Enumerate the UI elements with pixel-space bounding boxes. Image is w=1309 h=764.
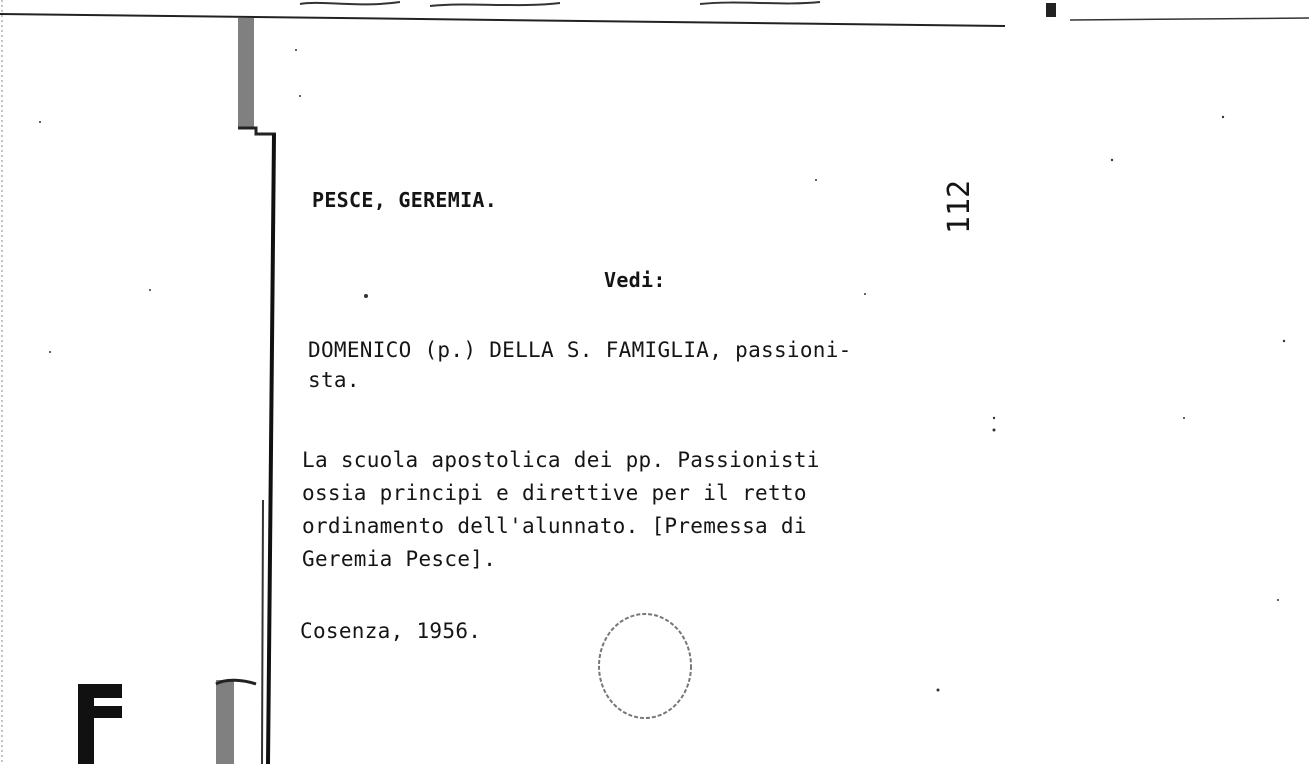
top-card-edge	[0, 14, 1005, 26]
card-heading: PESCE, GEREMIA.	[312, 188, 498, 212]
title-entry	[302, 444, 820, 576]
top-mark	[1046, 3, 1056, 17]
title-line: ordinamento dell'alunnato. [Premessa di	[302, 514, 807, 538]
top-card-edge-right	[1070, 18, 1309, 20]
call-number: 112	[942, 179, 977, 235]
top-tab-step	[238, 128, 276, 134]
title-line: Geremia Pesce].	[302, 547, 497, 571]
top-tab-texture	[238, 18, 254, 128]
author-entry	[308, 335, 852, 395]
card-left-edge-inner	[262, 500, 263, 764]
top-handwriting	[300, 2, 820, 6]
card-left-edge	[268, 134, 274, 764]
title-line: La scuola apostolica dei pp. Passionisti	[302, 448, 820, 472]
title-line: ossia principi e direttive per il retto	[302, 481, 807, 505]
imprint: Cosenza, 1956.	[300, 619, 482, 643]
author-line: sta.	[308, 368, 360, 392]
punch-hole-outline	[599, 614, 691, 718]
see-reference-label: Vedi:	[604, 268, 666, 292]
author-line: DOMENICO (p.) DELLA S. FAMIGLIA, passioni-	[308, 338, 852, 362]
bottom-tab-texture	[216, 680, 234, 764]
